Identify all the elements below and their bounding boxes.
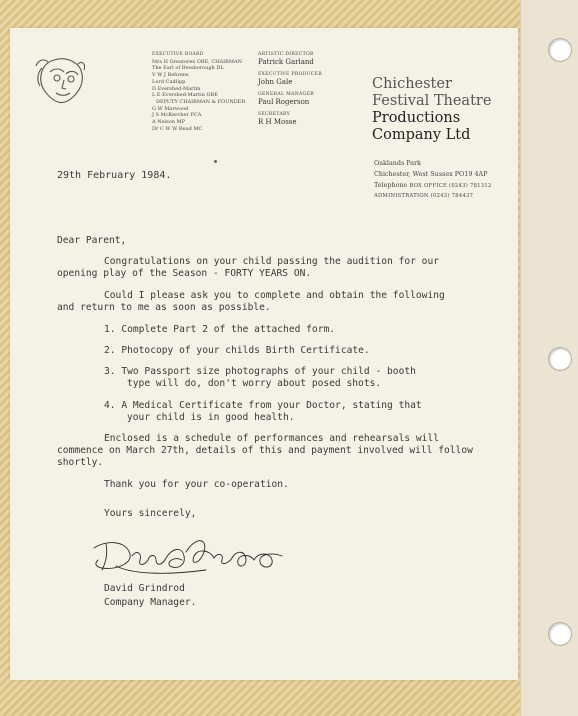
staff-role: EXECUTIVE PRODUCER: [258, 72, 322, 77]
staff-role: GENERAL MANAGER: [258, 92, 315, 97]
board-member: D Evershed-Martin: [152, 85, 201, 92]
company-name-line: Productions: [372, 110, 461, 126]
board-heading: EXECUTIVE BOARD: [152, 52, 204, 57]
signer-title: Company Manager.: [104, 597, 197, 608]
staff-list: [258, 52, 358, 126]
list-item: 2. Photocopy of your childs Birth Certificate.: [104, 345, 370, 356]
board-member: A Nelson MP: [152, 119, 186, 126]
telephone-line: [374, 180, 514, 192]
paragraph-line: commence on March 27th, details of this and payment involved will follow: [57, 445, 473, 456]
company-name-line: Chichester: [372, 76, 452, 92]
binder-hole-top: [548, 38, 572, 62]
board-member: DEPUTY CHAIRMAN & FOUNDER: [156, 98, 246, 105]
administration-number: ADMINISTRATION (0243) 784437: [374, 193, 474, 199]
salutation: Dear Parent,: [57, 235, 127, 246]
ink-dot: [214, 160, 217, 163]
list-item-continuation: your child is in good health.: [127, 412, 295, 423]
board-member: Dr C W W Read MC: [152, 125, 203, 132]
list-item: 4. A Medical Certificate from your Doctor, stating that: [104, 400, 422, 411]
list-item: 3. Two Passport size photographs of your child - booth: [104, 366, 416, 377]
paragraph-line: opening play of the Season - FORTY YEARS ON.: [57, 268, 312, 279]
paragraph-line: and return to me as soon as possible.: [57, 302, 271, 313]
board-member: V W J Behrens: [152, 72, 189, 79]
staff-role: SECRETARY: [258, 112, 291, 117]
address-line: Oaklands Park: [374, 159, 422, 167]
binder-hole-middle: [548, 347, 572, 371]
company-name-line: Festival Theatre: [372, 93, 492, 109]
address-line: Chichester, West Sussex PO19 4AP: [374, 170, 488, 178]
board-member: G W Marwood: [152, 105, 189, 112]
staff-name: Patrick Garland: [258, 58, 314, 66]
handwritten-signature: [86, 530, 296, 590]
list-item-continuation: type will do, don't worry about posed shots.: [127, 378, 382, 389]
thanks-line: Thank you for your co-operation.: [104, 479, 289, 490]
telephone-label: Telephone: [374, 181, 408, 189]
closing-line: Yours sincerely,: [104, 508, 197, 519]
board-member: J S McKercher FCA: [152, 112, 202, 119]
staff-name: John Gale: [258, 78, 293, 86]
box-office-number: BOX OFFICE (0243) 781312: [409, 183, 492, 189]
staff-name: Paul Rogerson: [258, 98, 310, 106]
paragraph-line: Congratulations on your child passing the audition for our: [104, 256, 440, 267]
board-member: Mrs H Greatorex OBE, CHAIRMAN: [152, 58, 242, 65]
company-name: [372, 76, 512, 144]
executive-board-list: [152, 52, 252, 132]
letter-date: 29th February 1984.: [57, 170, 172, 181]
board-member: Lord Cudlipp: [152, 78, 186, 85]
theatre-mask-logo-icon: [30, 50, 92, 112]
paragraph-line: Could I please ask you to complete and obtain the following: [104, 290, 445, 301]
staff-name: R H Mosse: [258, 118, 297, 126]
signer-name: David Grindrod: [104, 583, 185, 594]
paragraph-line: Enclosed is a schedule of performances and rehearsals will: [104, 433, 440, 444]
staff-role: ARTISTIC DIRECTOR: [258, 52, 314, 57]
board-member: L E Evershed-Martin OBE: [152, 92, 218, 99]
board-member: The Earl of Bessborough DL: [152, 65, 224, 72]
list-item: 1. Complete Part 2 of the attached form.: [104, 324, 336, 335]
company-name-line: Company Ltd: [372, 127, 471, 143]
company-address: [374, 158, 514, 200]
paragraph-line: shortly.: [57, 457, 104, 468]
binder-hole-bottom: [548, 622, 572, 646]
